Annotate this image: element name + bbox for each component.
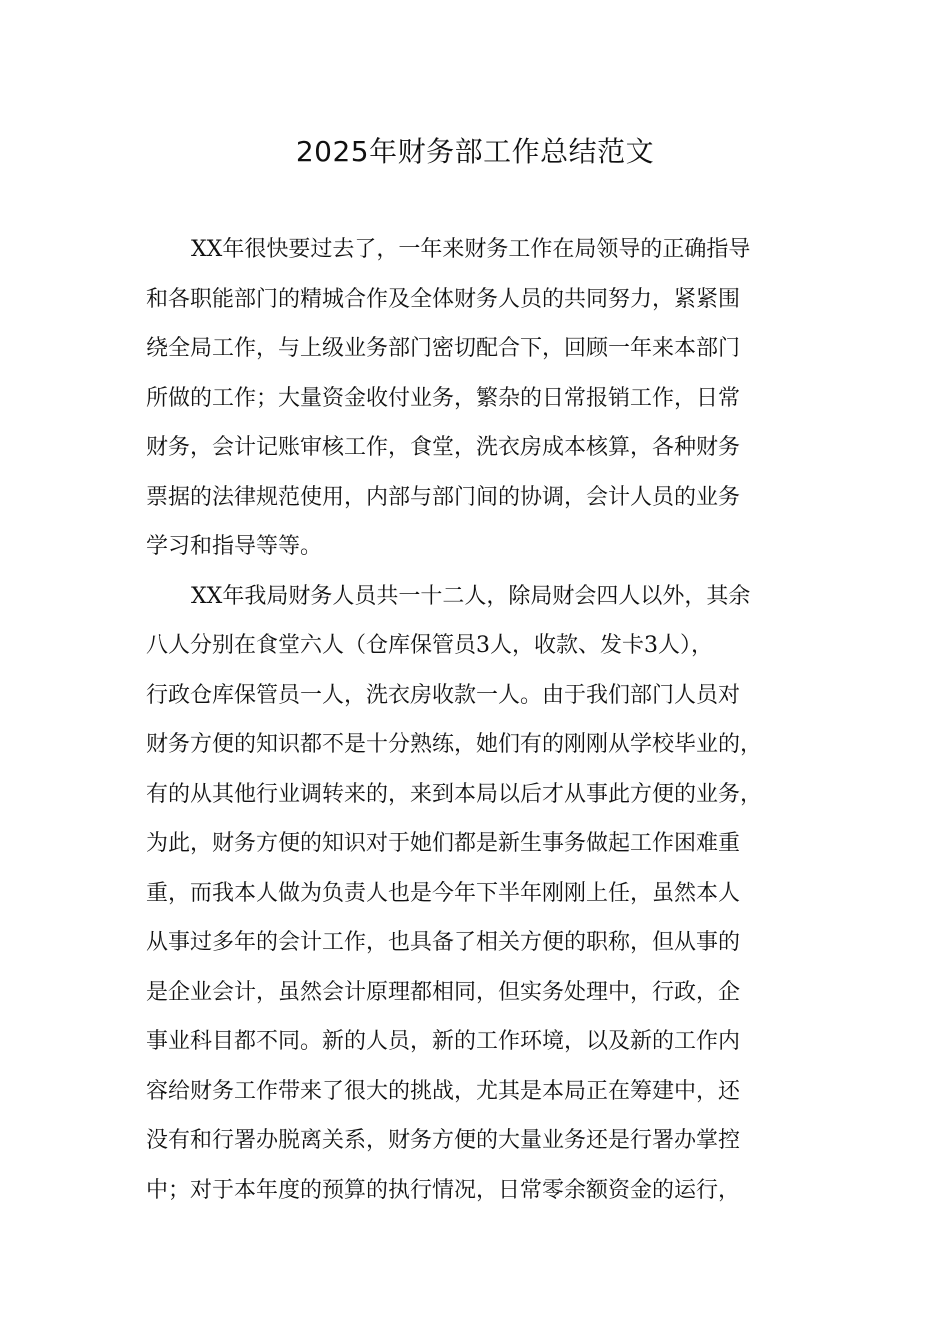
paragraph-1-line: 绕全局工作，与上级业务部门密切配合下，回顾一年来本部门	[146, 336, 741, 361]
paragraph-2-line: 行政仓库保管员一人，洗衣房收款一人。由于我们部门人员对	[146, 682, 741, 708]
paragraph-2-line: XX年我局财务人员共一十二人，除局财会四人以外，其余	[191, 583, 751, 609]
paragraph-1-line: 学习和指导等等。	[146, 534, 323, 559]
paragraph-1-line: 票据的法律规范使用，内部与部门间的协调，会计人员的业务	[146, 484, 741, 510]
paragraph-2-line: 为此，财务方便的知识对于她们都是新生事务做起工作困难重	[146, 831, 741, 856]
paragraph-2-line: 财务方便的知识都不是十分熟练，她们有的刚刚从学校毕业的，	[146, 732, 763, 757]
paragraph-2-line: 有的从其他行业调转来的，来到本局以后才从事此方便的业务，	[146, 781, 763, 807]
paragraph-2-line: 从事过多年的会计工作，也具备了相关方便的职称，但从事的	[146, 930, 741, 955]
paragraph-2-line: 是企业会计，虽然会计原理都相同，但实务处理中，行政，企	[146, 979, 741, 1005]
document-title: 2025年财务部工作总结范文	[295, 135, 655, 168]
document-body	[146, 230, 816, 1220]
paragraph-1-line: 和各职能部门的精城合作及全体财务人员的共同努力，紧紧围	[146, 286, 741, 312]
paragraph-1-line: XX年很快要过去了，一年来财务工作在局领导的正确指导	[191, 237, 751, 262]
paragraph-1-line: 所做的工作；大量资金收付业务，繁杂的日常报销工作，日常	[146, 385, 741, 411]
paragraph-2-line: 容给财务工作带来了很大的挑战，尤其是本局正在筹建中，还	[146, 1078, 741, 1104]
paragraph-2-line: 八人分别在食堂六人（仓库保管员3人，收款、发卡3人），	[146, 633, 713, 658]
paragraph-2-line: 事业科目都不同。新的人员，新的工作环境，以及新的工作内	[146, 1029, 741, 1054]
paragraph-2-line: 重，而我本人做为负责人也是今年下半年刚刚上任，虽然本人	[146, 880, 741, 906]
paragraph-2-line: 中；对于本年度的预算的执行情况，日常零余额资金的运行，	[146, 1177, 741, 1203]
paragraph-1-line: 财务，会计记账审核工作，食堂，洗衣房成本核算，各种财务	[146, 435, 741, 460]
paragraph-2-line: 没有和行署办脱离关系，财务方便的大量业务还是行署办掌控	[146, 1128, 741, 1153]
